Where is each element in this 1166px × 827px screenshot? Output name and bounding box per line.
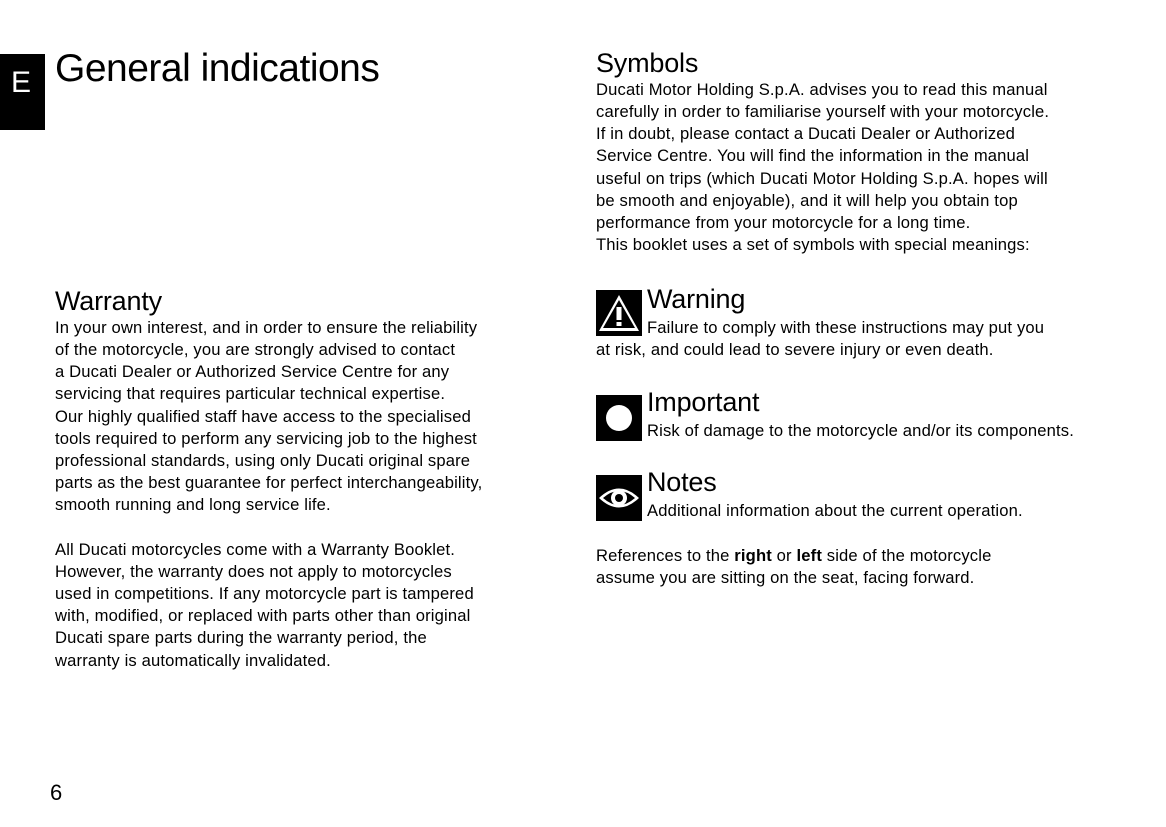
text-line: useful on trips (which Ducati Motor Holding S.p.A. hopes will bbox=[596, 168, 1048, 188]
warranty-heading: Warranty bbox=[55, 286, 162, 316]
text-line: be smooth and enjoyable), and it will help you obtain top bbox=[596, 190, 1018, 210]
notes-symbol-block bbox=[596, 468, 1156, 524]
text-line: of the motorcycle, you are strongly advised to contact bbox=[55, 339, 456, 359]
references-note bbox=[596, 545, 1156, 589]
text-line: professional standards, using only Ducati original spare bbox=[55, 450, 471, 470]
references-line-2: assume you are sitting on the seat, facing forward. bbox=[596, 568, 975, 588]
page-number: 6 bbox=[50, 780, 63, 805]
important-circle-icon bbox=[596, 395, 642, 441]
text-line: tools required to perform any servicing job to the highest bbox=[55, 428, 477, 448]
important-description: Risk of damage to the motorcycle and/or its components. bbox=[647, 421, 1074, 440]
warning-triangle-icon bbox=[596, 290, 642, 336]
warranty-section bbox=[55, 287, 555, 672]
text-line: This booklet uses a set of symbols with special meanings: bbox=[596, 235, 1030, 255]
text-line: All Ducati motorcycles come with a Warranty Booklet. bbox=[55, 539, 456, 559]
references-text-or: or bbox=[771, 546, 797, 565]
text-line: with, modified, or replaced with parts other than original bbox=[55, 606, 471, 626]
symbols-section bbox=[596, 49, 1156, 256]
text-line: If in doubt, please contact a Ducati Dealer or Authorized bbox=[596, 124, 1016, 144]
warning-symbol-block bbox=[596, 285, 1156, 365]
symbols-intro bbox=[596, 79, 1156, 257]
left-word: left bbox=[796, 546, 822, 565]
text-line: Service Centre. You will find the information in the manual bbox=[596, 146, 1030, 166]
text-line: used in competitions. If any motorcycle part is tampered bbox=[55, 583, 474, 603]
right-word: right bbox=[734, 546, 772, 565]
paragraph-gap bbox=[55, 517, 555, 539]
text-line: a Ducati Dealer or Authorized Service Centre for any bbox=[55, 362, 450, 382]
references-text-start: References to the bbox=[596, 546, 735, 565]
eye-icon bbox=[596, 475, 642, 521]
important-symbol-block bbox=[596, 388, 1156, 444]
text-line: smooth running and long service life. bbox=[55, 495, 331, 515]
text-line: In your own interest, and in order to ensure the reliability bbox=[55, 317, 478, 337]
text-line: performance from your motorcycle for a long time. bbox=[596, 212, 971, 232]
symbols-heading: Symbols bbox=[596, 48, 699, 78]
warranty-paragraph-1 bbox=[55, 317, 555, 517]
page-title: General indications bbox=[55, 47, 380, 90]
warning-description-line-1: Failure to comply with these instructions may put you bbox=[647, 318, 1045, 337]
text-line: parts as the best guarantee for perfect interchangeability, bbox=[55, 473, 483, 493]
text-line: Ducati Motor Holding S.p.A. advises you to read this manual bbox=[596, 79, 1048, 99]
text-line: Our highly qualified staff have access to the specialised bbox=[55, 406, 471, 426]
text-line: Ducati spare parts during the warranty period, the bbox=[55, 628, 427, 648]
language-tab: E bbox=[0, 54, 45, 130]
text-line: warranty is automatically invalidated. bbox=[55, 650, 331, 670]
important-title: Important bbox=[647, 387, 760, 417]
text-line: servicing that requires particular technical expertise. bbox=[55, 384, 446, 404]
text-line: carefully in order to familiarise yourself with your motorcycle. bbox=[596, 101, 1050, 121]
references-text-end: side of the motorcycle bbox=[822, 546, 992, 565]
text-line: However, the warranty does not apply to motorcycles bbox=[55, 561, 452, 581]
warning-description-line-2: at risk, and could lead to severe injury or even death. bbox=[596, 340, 994, 359]
warning-title: Warning bbox=[647, 284, 746, 314]
references-line-1 bbox=[596, 545, 1156, 567]
notes-title: Notes bbox=[647, 467, 717, 497]
warranty-paragraph-2 bbox=[55, 539, 555, 672]
notes-description: Additional information about the current operation. bbox=[647, 501, 1023, 520]
